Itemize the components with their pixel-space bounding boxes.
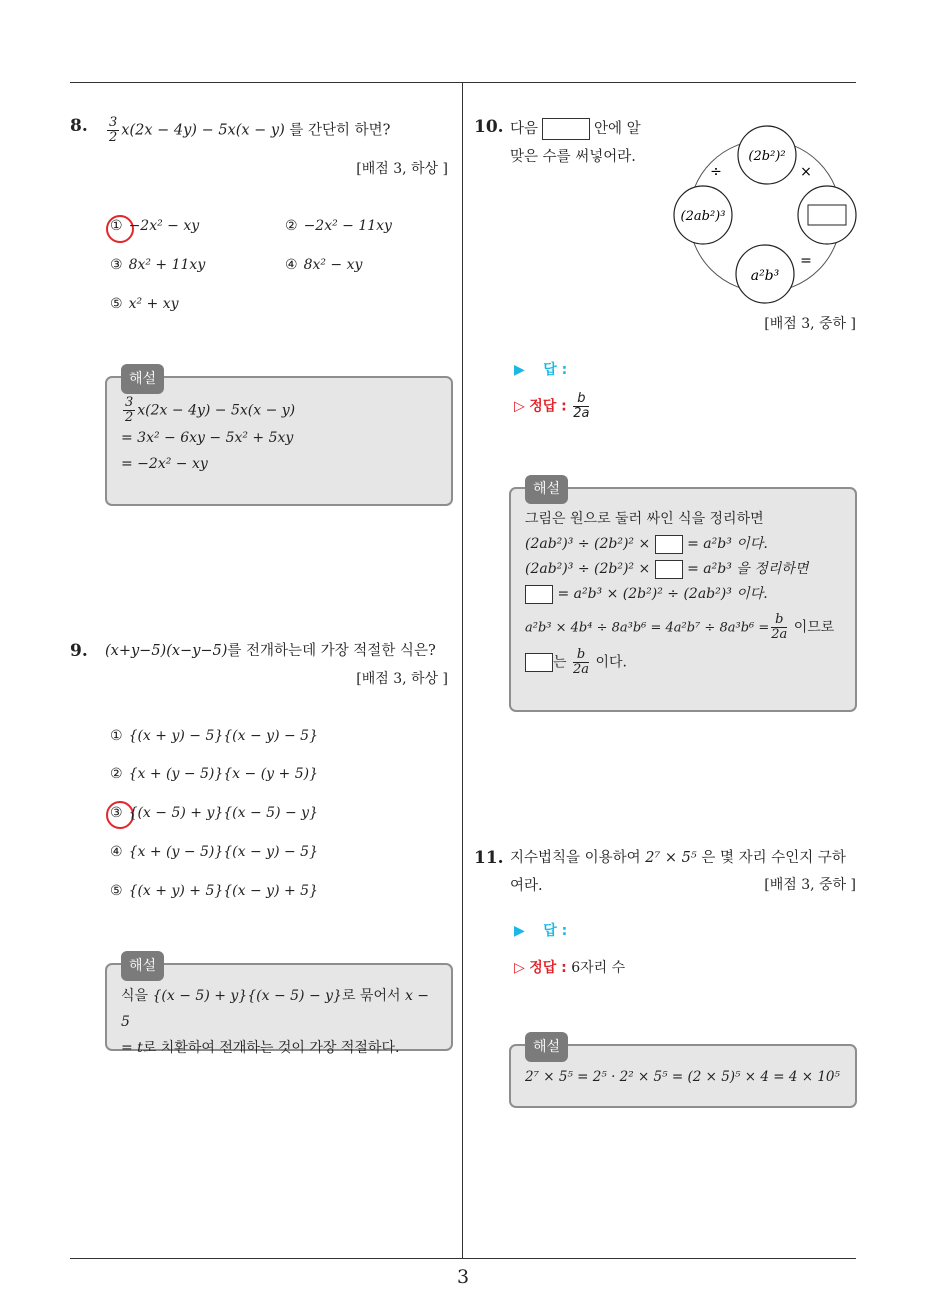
q10-explain-line-2: (2ab²)³ ÷ (2b²)² × = a²b³ 이다. — [525, 536, 768, 552]
q11-correct-row: ▷ 정답 : 6자리 수 — [514, 960, 626, 976]
q10-top-expr: (2b²)² — [748, 149, 786, 164]
q9-option-5[interactable]: ⑤ {(x + y) + 5}{(x − y) + 5} — [110, 883, 318, 899]
q11-correct-value: 6자리 수 — [571, 960, 626, 976]
q9-explain-line-2: = t로 치환하여 전개하는 것이 가장 적절하다. — [121, 1040, 400, 1056]
q9-explain-tag: 해설 — [121, 951, 164, 981]
page-number: 3 — [456, 1266, 470, 1288]
q10-op-divide: ÷ — [710, 164, 722, 180]
q9-text — [105, 637, 436, 665]
q11-explanation — [509, 1039, 857, 1108]
q8-option-2[interactable]: ② −2x² − 11xy — [285, 218, 392, 234]
q10-diagram — [668, 120, 860, 305]
q11-explain-tag: 해설 — [525, 1032, 568, 1062]
q8-explain-tag: 해설 — [121, 364, 164, 394]
q10-bottom-expr: a²b³ — [750, 268, 780, 284]
q8-text — [105, 116, 390, 145]
q10-explain-line-4: = a²b³ × (2b²)² ÷ (2ab²)³ 이다. — [525, 582, 841, 607]
q8-fraction: $\frac{3}{2}$ — [109, 115, 118, 145]
q8-number: 8. — [70, 116, 88, 136]
q10-answer-row: ▶ 답 : — [514, 362, 568, 378]
q10-correct-row: ▷ 정답 : $\frac{b}{2a}$ — [514, 391, 590, 421]
q10-explain-line-6: 는 $\frac{b}{2a}$ 이다. — [525, 648, 841, 677]
bottom-rule — [70, 1258, 856, 1259]
q11-number: 11. — [474, 848, 504, 868]
q9-option-2[interactable]: ② {x + (y − 5)}{x − (y + 5)} — [110, 766, 318, 782]
q9-expression: (x+y−5)(x−y−5) — [105, 643, 228, 659]
correct-triangle-icon: ▷ — [514, 960, 525, 976]
q10-grade: [배점 3, 중하 ] — [764, 316, 856, 332]
q8-question: 를 간단히 하면? — [289, 122, 391, 139]
correct-triangle-icon: ▷ — [514, 398, 525, 415]
q11-text: 지수법칙을 이용하여 2⁷ × 5⁵ 은 몇 자리 수인지 구하 여라. — [510, 850, 846, 894]
q8-expression: x(2x − 4y) − 5x(x − y) — [121, 122, 285, 139]
q10-explanation — [509, 481, 857, 712]
q9-explain-line-1: 식을 {(x − 5) + y}{(x − 5) − y}로 묶어서 x − 5 — [121, 988, 430, 1030]
q10-op-multiply: × — [800, 164, 812, 180]
q8-explanation: 해설 $\frac{3}{2}$ x(2x − 4y) − 5x(x − y) = 3x² − 6xy − 5x² + 5xy = −2x² − xy — [105, 376, 453, 506]
q8-explain-line-1: x(2x − 4y) − 5x(x − y) — [137, 402, 296, 419]
q10-explain-tag: 해설 — [525, 475, 568, 504]
q8-grade: [배점 3, 하상 ] — [356, 161, 448, 177]
q11-grade: [배점 3, 중하 ] — [764, 877, 856, 893]
answer-triangle-icon: ▶ — [514, 923, 525, 939]
q8-option-5[interactable]: ⑤ x² + xy — [110, 296, 179, 312]
q9-option-3[interactable]: ③ {(x − 5) + y}{(x − 5) − y} — [110, 805, 318, 821]
q10-op-equal: = — [800, 253, 812, 269]
column-divider — [462, 83, 463, 1259]
q9-option-4[interactable]: ④ {x + (y − 5)}{(x − y) − 5} — [110, 844, 318, 860]
q10-explain-line-3: (2ab²)³ ÷ (2b²)² × = a²b³ 을 정리하면 — [525, 561, 809, 577]
q11-answer-row: ▶ 답 : — [514, 923, 568, 939]
q9-number: 9. — [70, 641, 88, 661]
q10-text: 다음 안에 알 맞은 수를 써넣어라. — [510, 115, 670, 171]
q10-diagram-blank — [808, 205, 846, 225]
q9-question: 를 전개하는데 가장 적절한 식은? — [227, 643, 436, 659]
top-rule — [70, 82, 856, 83]
q11-explain-line: 2⁷ × 5⁵ = 2⁵ · 2² × 5⁵ = (2 × 5)⁵ × 4 = 4 × 10⁵ — [525, 1069, 840, 1085]
q9-grade: [배점 3, 하상 ] — [356, 671, 448, 687]
q10-explain-line-5: a²b³ × 4b⁴ ÷ 8a³b⁶ = 4a²b⁷ ÷ 8a³b⁶ = $\frac{b}{2a}$ 이므로 — [525, 612, 835, 642]
q8-explain-line-2: = 3x² − 6xy − 5x² + 5xy — [121, 430, 294, 446]
q8-option-1[interactable]: ① −2x² − xy — [110, 218, 200, 234]
q10-correct-fraction: $\frac{b}{2a}$ — [573, 391, 590, 421]
q8-option-3[interactable]: ③ 8x² + 11xy — [110, 257, 206, 273]
q10-left-expr: (2ab²)³ — [680, 209, 726, 224]
q9-explanation — [105, 958, 453, 1056]
q8-explain-line-3: = −2x² − xy — [121, 456, 208, 472]
q9-option-1[interactable]: ① {(x + y) − 5}{(x − y) − 5} — [110, 728, 318, 744]
q10-number: 10. — [474, 117, 504, 137]
answer-triangle-icon: ▶ — [514, 362, 525, 378]
q10-explain-line-1: 그림은 원으로 둘러 싸인 식을 정리하면 — [525, 511, 764, 527]
q8-option-4[interactable]: ④ 8x² − xy — [285, 257, 363, 273]
q10-blank — [542, 118, 590, 140]
